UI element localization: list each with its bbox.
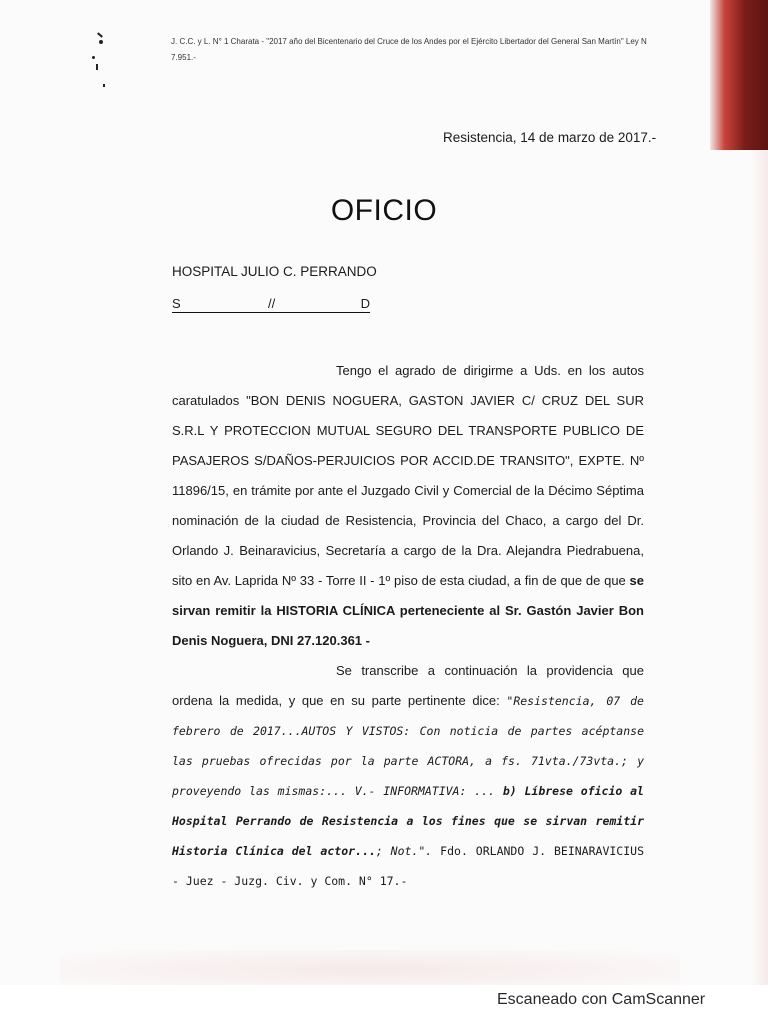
order-quote-bold: b) Líbrese oficio al Hospital Perrando de Resistencia a los fines que se sirvan remitir Historia Clínica del actor... <box>172 784 644 858</box>
paragraph-2-text: Se transcribe a continuación la providencia que ordena la medida, y que en su parte pertinente dice: <box>172 663 644 708</box>
recipient: HOSPITAL JULIO C. PERRANDO <box>172 264 377 279</box>
ink-mark <box>97 32 103 37</box>
scan-smudge <box>60 950 680 990</box>
order-quote: "Resistencia, 07 de febrero de 2017...AUTOS Y VISTOS: Con noticia de partes acéptanse las pruebas ofrecidas por la parte ACTORA, a fs. 71vta./73vta.; y proveyendo las mismas:... V.- INFORMATIVA: ... <box>172 694 644 798</box>
paragraph-1-bold: se sirvan remitir la HISTORIA CLÍNICA perteneciente al Sr. Gastón Javier Bon Denis Noguera, DNI 27.120.361 - <box>172 573 644 648</box>
order-quote-end: ; Not.". <box>375 844 433 858</box>
scanner-watermark: Escaneado con CamScanner <box>497 991 706 1008</box>
ink-mark <box>99 40 103 44</box>
document-title: OFICIO <box>330 194 438 227</box>
date-line: Resistencia, 14 de marzo de 2017.- <box>443 130 657 145</box>
page-edge-fade <box>750 150 768 1000</box>
sd-mid: // <box>268 296 276 311</box>
sd-s: S <box>172 296 181 311</box>
paragraph-2 <box>172 656 644 896</box>
paragraph-1 <box>172 356 644 656</box>
ink-mark <box>96 64 98 70</box>
page-edge-shadow <box>710 0 768 150</box>
header-note: J. C.C. y L. N° 1 Charata - "2017 año del Bicentenario del Cruce de los Andes por el Ejército Libertador del General San Martín" Ley N 7.951.- <box>171 37 647 62</box>
sd-d: D <box>360 296 370 311</box>
signature-line: Fdo. ORLANDO J. BEINARAVICIUS - Juez - Juzg. Civ. y Com. N° 17.- <box>172 844 644 888</box>
paragraph-1-text: Tengo el agrado de dirigirme a Uds. en los autos caratulados "BON DENIS NOGUERA, GASTON JAVIER C/ CRUZ DEL SUR S.R.L Y PROTECCION MUTUAL SEGURO DEL TRANSPORTE PUBLICO DE PASAJEROS S/DAÑOS-PERJUICIOS POR ACCID.DE TRANSITO", EXPTE. Nº 11896/15, en trámite por ante el Juzgado Civil y Comercial de la Décimo Séptima nominación de la ciudad de Resistencia, Provincia del Chaco, a cargo del Dr. Orlando J. Beinaravicius, Secretaría a cargo de la Dra. Alejandra Piedrabuena, sito en Av. Laprida Nº 33 - Torre II - 1º piso de esta ciudad, a fin de que de que <box>172 363 644 588</box>
salutation-line <box>172 296 370 313</box>
ink-mark <box>103 84 105 87</box>
ink-mark <box>92 56 95 59</box>
document-body <box>172 356 644 896</box>
